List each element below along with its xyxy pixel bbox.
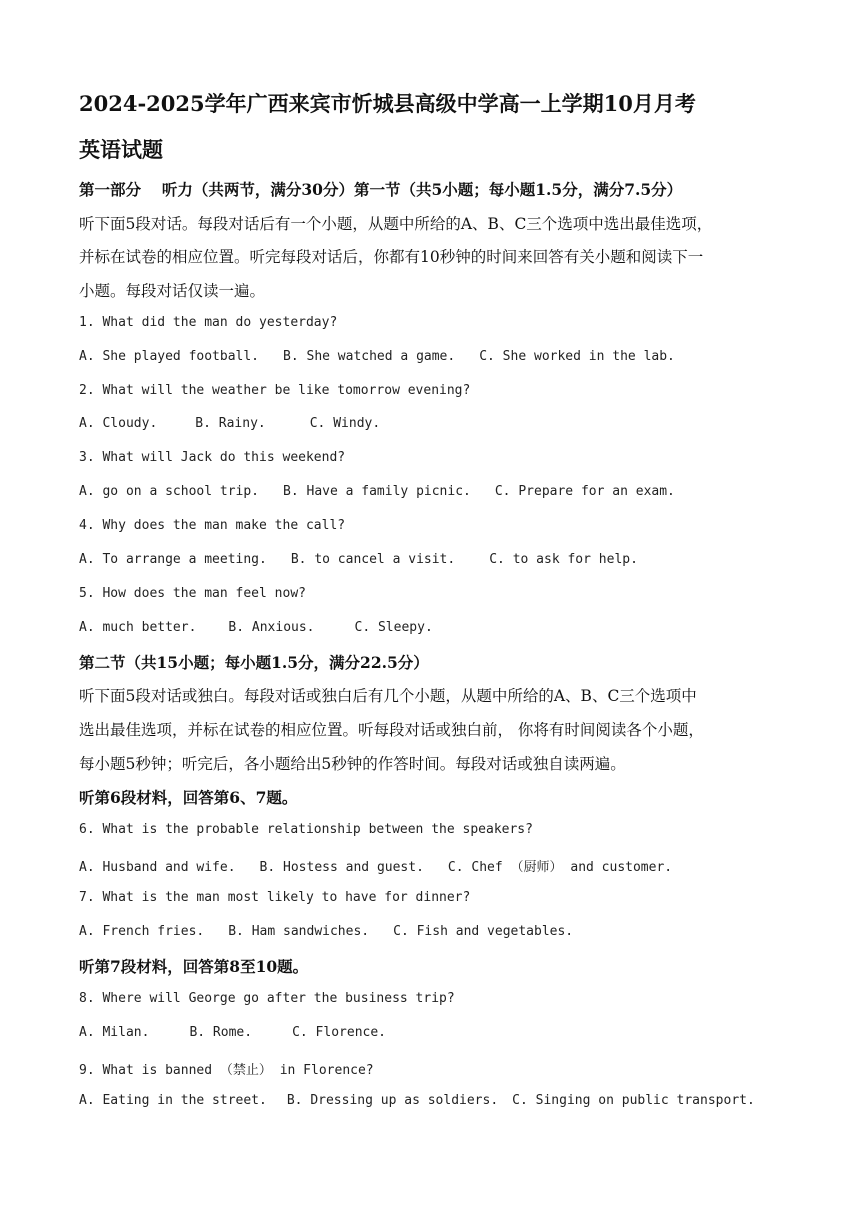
- part2-heading: 第二节（共15小题；每小题1.5分，满分22.5分）: [79, 653, 429, 672]
- exam-title-line1: 2024-2025学年广西来宾市忻城县高级中学高一上学期10月月考: [79, 91, 696, 116]
- option-c: C. Windy.: [309, 416, 381, 431]
- part1-instruction-line: 小题。每段对话仅读一遍。: [79, 282, 266, 300]
- section6-heading: 听第6段材料，回答第6、7题。: [79, 788, 298, 807]
- option-a: A. Cloudy.: [79, 416, 158, 431]
- question-3: 3. What will Jack do this weekend?: [79, 450, 346, 465]
- question-8: 8. Where will George go after the business trip?: [79, 991, 455, 1006]
- option-b: B. She watched a game.: [283, 349, 456, 364]
- question-1: 1. What did the man do yesterday?: [79, 315, 338, 330]
- question-6: 6. What is the probable relationship between the speakers?: [79, 822, 533, 837]
- question-9: 9. What is banned （禁止） in Florence?: [79, 1063, 374, 1078]
- option-a: A. Milan.: [79, 1025, 150, 1040]
- question-4-options: [79, 552, 662, 567]
- option-c: C. to ask for help.: [489, 552, 638, 567]
- option-c: C. Prepare for an exam.: [494, 484, 675, 499]
- question-7: 7. What is the man most likely to have for dinner?: [79, 890, 471, 905]
- question-3-options: [79, 484, 699, 499]
- option-a: A. Eating in the street.: [79, 1093, 267, 1108]
- question-8-options: [79, 1025, 410, 1040]
- option-b: B. Have a family picnic.: [283, 484, 471, 499]
- option-a: A. French fries.: [79, 924, 205, 939]
- option-c: C. Chef （厨师） and customer.: [447, 860, 673, 875]
- option-b: B. Hostess and guest.: [259, 860, 424, 875]
- option-b: B. Dressing up as soldiers.: [286, 1093, 499, 1108]
- question-9-options: [79, 1093, 779, 1108]
- option-a: A. much better.: [79, 620, 197, 635]
- part1-instruction-line: 并标在试卷的相应位置。听完每段对话后，你都有10秒钟的时间来回答有关小题和阅读下一: [79, 248, 704, 266]
- part2-instruction-line: 选出最佳选项，并标在试卷的相应位置。听每段对话或独白前， 你将有时间阅读各个小题，: [79, 721, 704, 739]
- option-a: A. Husband and wife.: [79, 860, 236, 875]
- option-b: B. to cancel a visit.: [290, 552, 456, 567]
- option-a: A. She played football.: [79, 349, 260, 364]
- question-5: 5. How does the man feel now?: [79, 586, 306, 601]
- question-7-options: [79, 924, 597, 939]
- option-b: B. Rome.: [189, 1025, 253, 1040]
- option-a: A. To arrange a meeting.: [79, 552, 267, 567]
- option-c: C. Florence.: [292, 1025, 386, 1040]
- question-2-options: [79, 416, 404, 431]
- part2-instruction-line: 每小题5秒钟；听完后，各小题给出5秒钟的作答时间。每段对话或独自读两遍。: [79, 755, 626, 773]
- question-5-options: [79, 620, 457, 635]
- exam-title-line2: 英语试题: [79, 137, 163, 162]
- option-b: B. Ham sandwiches.: [228, 924, 370, 939]
- option-b: B. Anxious.: [228, 620, 315, 635]
- part1-heading: 第一部分 听力（共两节，满分30分）第一节（共5小题；每小题1.5分，满分7.5分）: [79, 180, 683, 199]
- part2-instruction-line: 听下面5段对话或独白。每段对话或独白后有几个小题，从题中所给的A、B、C三个选项中: [79, 687, 697, 705]
- option-c: C. Sleepy.: [354, 620, 433, 635]
- option-a: A. go on a school trip.: [79, 484, 260, 499]
- part1-instruction-line: 听下面5段对话。每段对话后有一个小题，从题中所给的A、B、C三个选项中选出最佳选项，: [79, 215, 713, 233]
- option-b: B. Rainy.: [195, 416, 266, 431]
- question-4: 4. Why does the man make the call?: [79, 518, 346, 533]
- question-2: 2. What will the weather be like tomorrow evening?: [79, 383, 471, 398]
- question-6-options: [79, 856, 696, 875]
- section7-heading: 听第7段材料，回答第8至10题。: [79, 957, 309, 976]
- option-c: C. Singing on public transport.: [512, 1093, 755, 1108]
- question-1-options: [79, 349, 699, 364]
- option-c: C. Fish and vegetables.: [393, 924, 574, 939]
- option-c: C. She worked in the lab.: [479, 349, 675, 364]
